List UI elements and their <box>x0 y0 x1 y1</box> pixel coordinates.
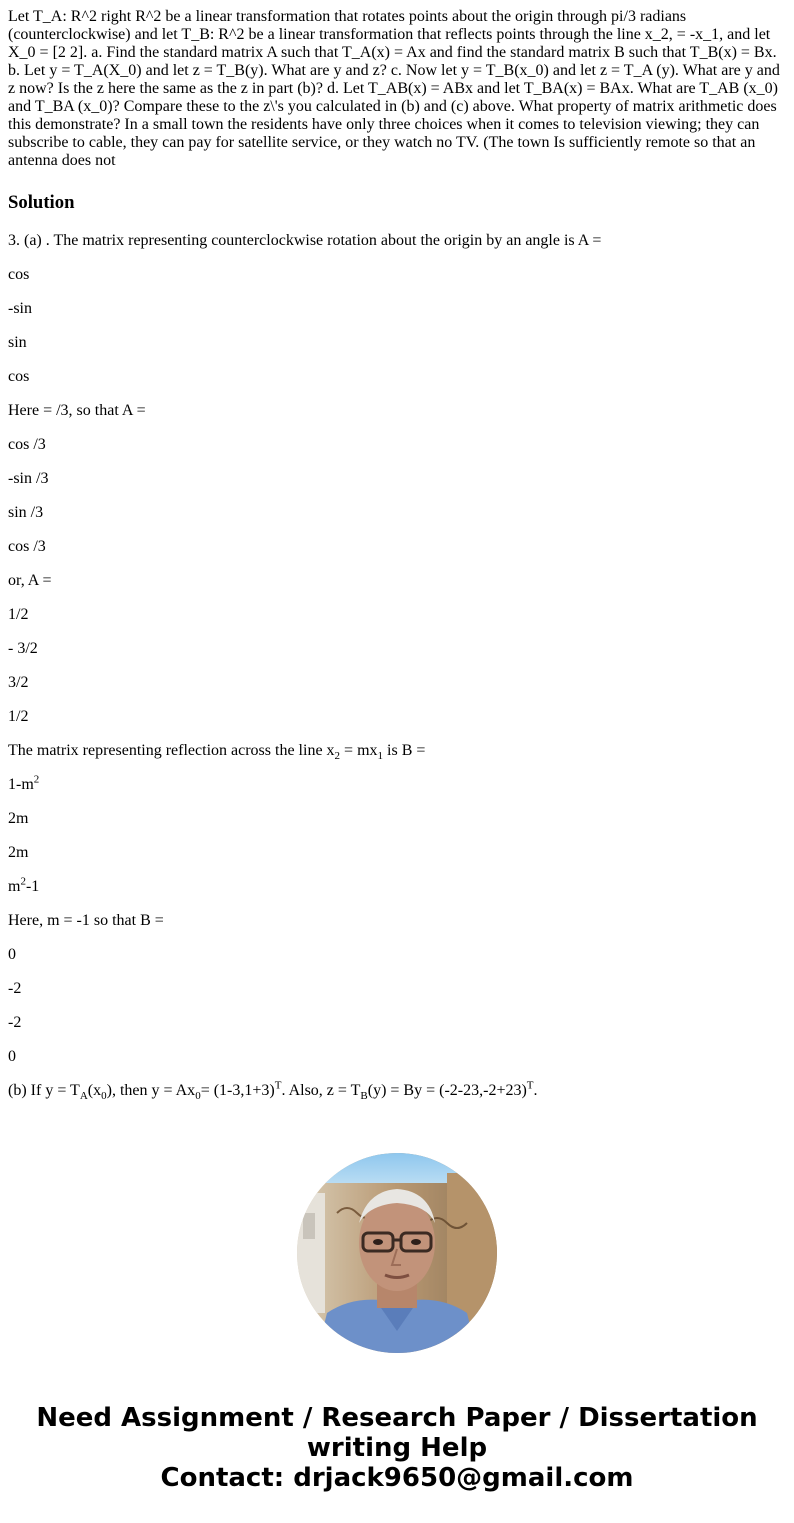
subscript: 2 <box>334 750 341 763</box>
author-avatar <box>297 1153 497 1353</box>
text-run: 1-m <box>8 776 34 793</box>
text-run: m <box>8 878 21 895</box>
matrix-entry: cos <box>8 266 30 283</box>
matrix-entry: sin <box>8 334 27 351</box>
matrix-entry: 1/2 <box>8 606 29 623</box>
avatar-portrait <box>297 1153 497 1353</box>
text-run: = mx <box>340 742 378 759</box>
text-run: . Also, z = T <box>281 1082 361 1099</box>
text-run: ), then y = Ax <box>106 1082 196 1099</box>
reflection-intro <box>8 742 786 763</box>
question-text: Let T_A: R^2 right R^2 be a linear transformation that rotates points about the origin through pi/3 radians (counterclockwise) and let T_B: R^2 be a linear transformation that reflects points through the line x_2, = -x_1, and let X_0 = [2 2]. a. Find the standard matrix A such that T_A(x) = Ax and find the standard matrix B such that T_B(x) = Bx. b. Let y = T_A(X_0) and let z = T_B(y). What are y and z? c. Now let y = T_B(x_0) and let z = T_A (y). What are y and z now? Is the z here the same as the z in part (b)? d. Let T_AB(x) = ABx and let T_BA(x) = BAx. What are T_AB (x_0) and T_BA (x_0)? Compare these to the z\'s you calculated in (b) and (c) above. What property of matrix arithmetic does this demonstrate? In a small town the residents have only three choices when it comes to television viewing; they can subscribe to cable, they can pay for satellite service, or they watch no TV. (The town Is sufficiently remote so that an antenna does not <box>8 8 780 169</box>
solution-body <box>8 232 786 1103</box>
theta-statement: Here = /3, so that A = <box>8 402 146 419</box>
subscript: A <box>79 1090 88 1103</box>
superscript: T <box>526 1079 534 1092</box>
subscript: 1 <box>377 750 384 763</box>
matrix-entry: 3/2 <box>8 674 29 691</box>
matrix-entry: cos /3 <box>8 538 46 555</box>
text-run: (b) If y = T <box>8 1082 80 1099</box>
matrix-entry: -sin /3 <box>8 470 49 487</box>
text-run: The matrix representing reflection across the line x <box>8 742 335 759</box>
matrix-entry <box>8 773 786 794</box>
matrix-entry: cos <box>8 368 30 385</box>
text-run: is B = <box>383 742 426 759</box>
or-a-statement: or, A = <box>8 572 52 589</box>
matrix-entry: 2m <box>8 844 29 861</box>
matrix-entry: 2m <box>8 810 29 827</box>
subscript: 0 <box>101 1090 107 1103</box>
subscript: 0 <box>195 1090 201 1103</box>
matrix-entry <box>8 875 786 896</box>
matrix-entry: 0 <box>8 1048 16 1065</box>
matrix-entry: -sin <box>8 300 32 317</box>
matrix-entry: 1/2 <box>8 708 29 725</box>
text-run: -1 <box>25 878 40 895</box>
matrix-entry: sin /3 <box>8 504 44 521</box>
text-run: (x <box>87 1082 102 1099</box>
solution-heading: Solution <box>8 192 75 213</box>
matrix-entry: cos /3 <box>8 436 46 453</box>
promo-line: writing Help <box>306 1433 488 1463</box>
text-run: (y) = By = (-2-23,-2+23) <box>367 1082 527 1099</box>
matrix-entry: -2 <box>8 980 22 997</box>
m-statement: Here, m = -1 so that B = <box>8 912 164 929</box>
promo-banner <box>0 1403 794 1493</box>
solution-intro: 3. (a) . The matrix representing counterclockwise rotation about the origin by an angle is A = <box>8 232 602 249</box>
text-run: = (1-3,1+3) <box>200 1082 275 1099</box>
matrix-entry: - 3/2 <box>8 640 38 657</box>
superscript: T <box>274 1079 282 1092</box>
matrix-entry: 0 <box>8 946 16 963</box>
part-b-answer <box>8 1079 786 1103</box>
subscript: B <box>360 1090 368 1103</box>
text-run: . <box>533 1082 538 1099</box>
promo-contact: Contact: drjack9650@gmail.com <box>160 1463 634 1493</box>
superscript: 2 <box>33 773 40 786</box>
superscript: 2 <box>20 875 26 888</box>
promo-line: Need Assignment / Research Paper / Dissertation <box>36 1403 758 1433</box>
matrix-entry: -2 <box>8 1014 22 1031</box>
